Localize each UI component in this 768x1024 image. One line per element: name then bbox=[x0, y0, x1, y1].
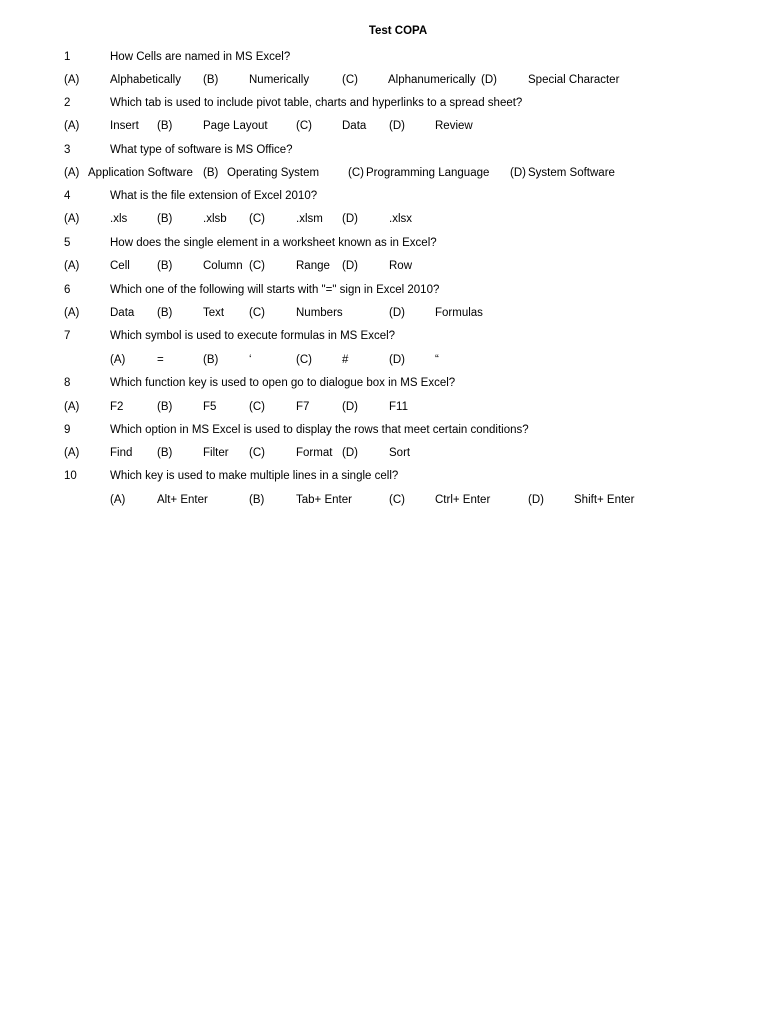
option-letter: (D) bbox=[528, 494, 544, 506]
question-number: 9 bbox=[64, 424, 71, 436]
option-text: Special Character bbox=[528, 74, 620, 86]
option-text: Range bbox=[296, 260, 330, 272]
question-text: How does the single element in a worksheet known as in Excel? bbox=[110, 237, 437, 249]
option-letter: (B) bbox=[157, 447, 173, 459]
option-letter: (C) bbox=[348, 167, 364, 179]
option-letter: (B) bbox=[203, 354, 219, 366]
option-text: Row bbox=[389, 260, 413, 272]
option-text: F2 bbox=[110, 401, 124, 413]
option-letter: (A) bbox=[64, 120, 80, 132]
question-text: What is the file extension of Excel 2010? bbox=[110, 190, 318, 202]
option-letter: (B) bbox=[157, 401, 173, 413]
option-letter: (D) bbox=[510, 167, 526, 179]
option-text: Text bbox=[203, 307, 225, 319]
option-letter: (C) bbox=[249, 307, 265, 319]
option-text: Tab+ Enter bbox=[296, 494, 352, 506]
option-text: F7 bbox=[296, 401, 310, 413]
option-letter: (D) bbox=[481, 74, 497, 86]
option-letter: (A) bbox=[110, 494, 126, 506]
option-letter: (D) bbox=[389, 120, 405, 132]
question-text: Which tab is used to include pivot table, charts and hyperlinks to a spread sheet? bbox=[110, 97, 523, 109]
option-letter: (B) bbox=[249, 494, 265, 506]
question-number: 4 bbox=[64, 190, 71, 202]
question-text: Which option in MS Excel is used to display the rows that meet certain conditions? bbox=[110, 424, 529, 436]
option-letter: (D) bbox=[342, 447, 358, 459]
option-text: Cell bbox=[110, 260, 130, 272]
question-number: 7 bbox=[64, 330, 71, 342]
option-text: .xlsx bbox=[389, 213, 412, 225]
question-number: 10 bbox=[64, 470, 77, 482]
option-text: .xlsb bbox=[203, 213, 227, 225]
option-text: .xls bbox=[110, 213, 128, 225]
option-text: F5 bbox=[203, 401, 217, 413]
option-letter: (A) bbox=[64, 447, 80, 459]
option-letter: (D) bbox=[389, 354, 405, 366]
option-text: Numerically bbox=[249, 74, 310, 86]
option-letter: (C) bbox=[296, 354, 312, 366]
option-text: # bbox=[342, 354, 349, 366]
option-letter: (C) bbox=[342, 74, 358, 86]
option-text: “ bbox=[435, 354, 439, 366]
option-letter: (C) bbox=[249, 447, 265, 459]
option-text: Data bbox=[110, 307, 135, 319]
option-text: .xlsm bbox=[296, 213, 323, 225]
option-text: Ctrl+ Enter bbox=[435, 494, 491, 506]
option-letter: (C) bbox=[296, 120, 312, 132]
option-text: Shift+ Enter bbox=[574, 494, 635, 506]
option-letter: (C) bbox=[389, 494, 405, 506]
option-text: Page Layout bbox=[203, 120, 268, 132]
option-letter: (A) bbox=[64, 307, 80, 319]
option-text: Find bbox=[110, 447, 133, 459]
option-text: = bbox=[157, 354, 164, 366]
option-letter: (B) bbox=[157, 307, 173, 319]
question-number: 3 bbox=[64, 144, 71, 156]
option-text: Filter bbox=[203, 447, 229, 459]
option-text: Sort bbox=[389, 447, 411, 459]
option-letter: (B) bbox=[157, 260, 173, 272]
option-letter: (A) bbox=[64, 213, 80, 225]
option-text: Data bbox=[342, 120, 367, 132]
option-letter: (B) bbox=[157, 120, 173, 132]
question-text: How Cells are named in MS Excel? bbox=[110, 51, 291, 63]
page-title: Test COPA bbox=[368, 25, 428, 37]
option-letter: (A) bbox=[64, 260, 80, 272]
question-number: 6 bbox=[64, 284, 71, 296]
question-number: 1 bbox=[64, 51, 71, 63]
option-text: Application Software bbox=[88, 167, 193, 179]
option-letter: (D) bbox=[342, 401, 358, 413]
option-text: Alphanumerically bbox=[388, 74, 476, 86]
option-text: Formulas bbox=[435, 307, 483, 319]
option-text: Review bbox=[435, 120, 473, 132]
question-text: Which key is used to make multiple lines in a single cell? bbox=[110, 470, 399, 482]
question-number: 8 bbox=[64, 377, 71, 389]
question-text: Which function key is used to open go to dialogue box in MS Excel? bbox=[110, 377, 456, 389]
option-letter: (D) bbox=[342, 213, 358, 225]
option-text: F11 bbox=[389, 401, 408, 413]
option-text: Operating System bbox=[227, 167, 320, 179]
question-number: 5 bbox=[64, 237, 71, 249]
question-number: 2 bbox=[64, 97, 71, 109]
option-text: Alphabetically bbox=[110, 74, 181, 86]
option-letter: (B) bbox=[203, 74, 219, 86]
option-text: System Software bbox=[528, 167, 615, 179]
option-letter: (A) bbox=[64, 167, 80, 179]
option-text: Numbers bbox=[296, 307, 343, 319]
option-text: Format bbox=[296, 447, 333, 459]
option-letter: (A) bbox=[64, 74, 80, 86]
question-text: Which one of the following will starts with "=" sign in Excel 2010? bbox=[110, 284, 440, 296]
option-letter: (C) bbox=[249, 213, 265, 225]
option-letter: (B) bbox=[203, 167, 219, 179]
option-text: Alt+ Enter bbox=[157, 494, 208, 506]
option-letter: (A) bbox=[110, 354, 126, 366]
option-letter: (D) bbox=[342, 260, 358, 272]
option-letter: (C) bbox=[249, 260, 265, 272]
option-text: Insert bbox=[110, 120, 139, 132]
option-letter: (B) bbox=[157, 213, 173, 225]
option-letter: (D) bbox=[389, 307, 405, 319]
option-text: ‘ bbox=[249, 354, 252, 366]
option-text: Programming Language bbox=[366, 167, 490, 179]
option-letter: (A) bbox=[64, 401, 80, 413]
question-text: Which symbol is used to execute formulas in MS Excel? bbox=[110, 330, 396, 342]
option-letter: (C) bbox=[249, 401, 265, 413]
option-text: Column bbox=[203, 260, 243, 272]
question-text: What type of software is MS Office? bbox=[110, 144, 293, 156]
